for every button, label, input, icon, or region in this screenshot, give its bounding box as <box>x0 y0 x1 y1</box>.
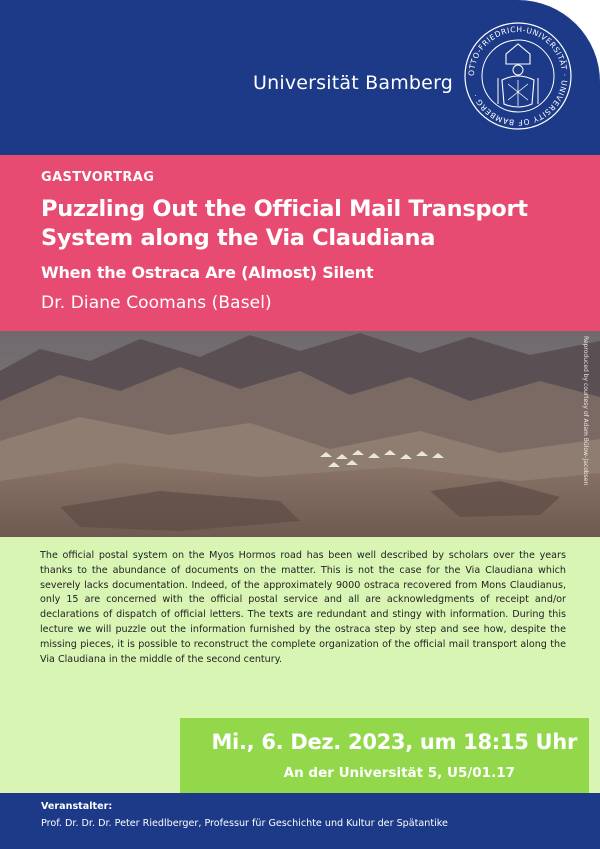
date-box <box>180 718 589 793</box>
seal-text: OTTO-FRIEDRICH-UNIVERSITÄT · UNIVERSITY OF BAMBERG · <box>466 24 570 128</box>
university-seal-icon <box>462 20 574 132</box>
title-band <box>0 155 600 331</box>
organizer-label: Veranstalter: <box>41 801 113 812</box>
speaker-name: Dr. Diane Coomans (Basel) <box>41 293 272 313</box>
organizer-name: Prof. Dr. Dr. Dr. Peter Riedlberger, Professur für Geschichte und Kultur der Spätantike <box>41 818 448 829</box>
abstract-text: The official postal system on the Myos Hormos road has been well described by scholars over the years thanks to the abundance of documents on the matter. This is not the case for the Via Claudiana which severely lacks documentation. Indeed, of the approximately 9000 ostraca recovered from Mons Claudianus, only 15 are concerned with the official postal service and all are acknowledgments of receipt and/or declarations of dispatch of official letters. The texts are redundant and stingy with information. During this lecture we will puzzle out the information furnished by the ostraca step by step and see how, despite the missing pieces, it is possible to reconstruct the complete organization of the official mail transport along the Via Claudiana in the middle of the second century. <box>40 550 566 665</box>
event-date: Mi., 6. Dez. 2023, um 18:15 Uhr <box>211 730 577 754</box>
header-banner <box>0 0 600 155</box>
photo-credit: Reproduced by courtesy of Adam Bülow-Jacobsen <box>582 336 589 486</box>
lecture-title: Puzzling Out the Official Mail Transport System along the Via Claudiana <box>41 196 528 251</box>
university-name: Universität Bamberg <box>253 72 454 94</box>
event-type: GASTVORTRAG <box>41 170 155 185</box>
landscape-photo <box>0 331 600 537</box>
event-venue: An der Universität 5, U5/01.17 <box>283 765 515 781</box>
lecture-subtitle: When the Ostraca Are (Almost) Silent <box>41 263 374 282</box>
desert-camp-image <box>0 331 600 537</box>
footer-bar <box>0 793 600 849</box>
